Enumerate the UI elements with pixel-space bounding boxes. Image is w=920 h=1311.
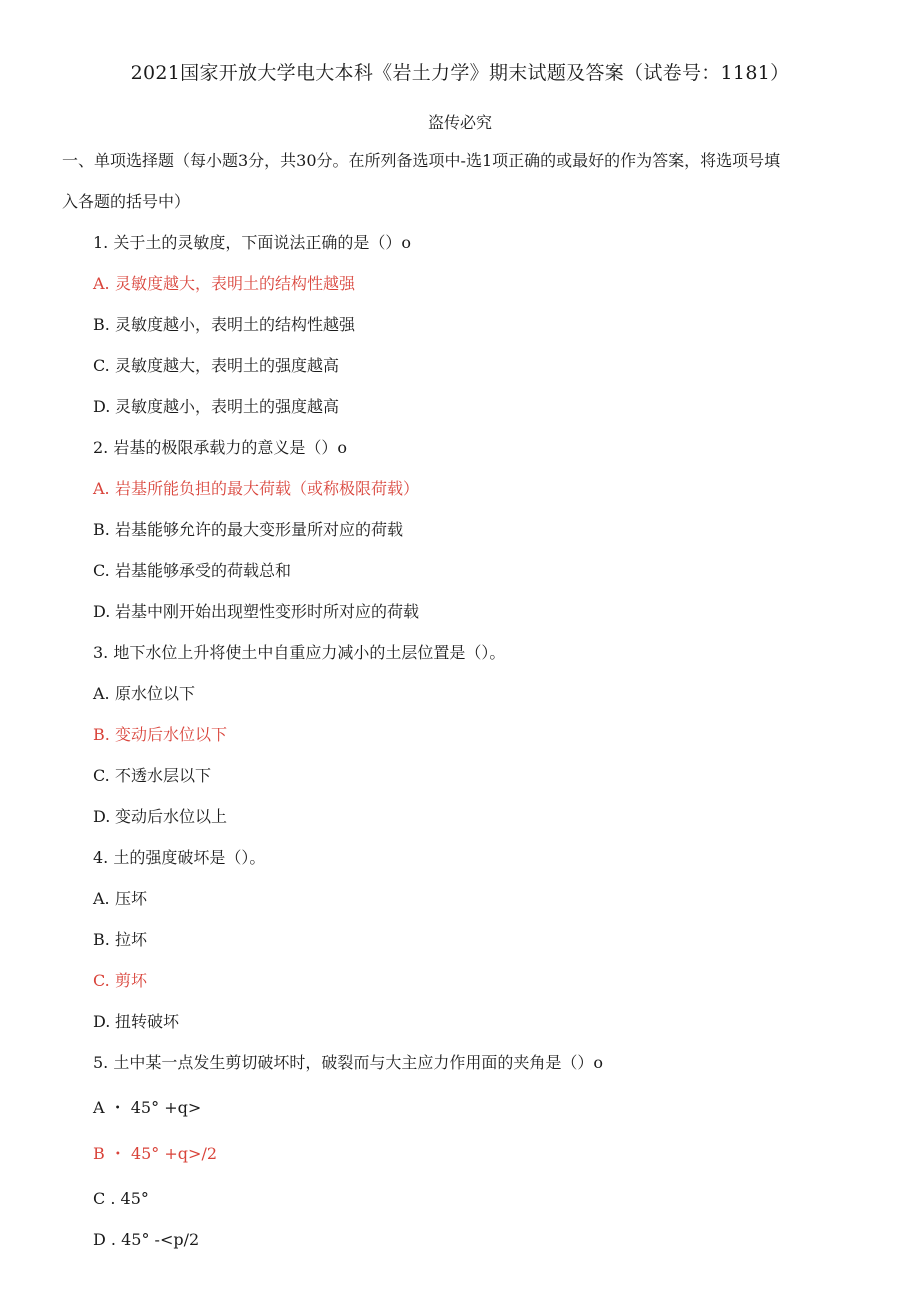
question-stem: 2. 岩基的极限承载力的意义是（）o [93, 438, 347, 457]
option-letter: D. [93, 397, 111, 416]
option-letter: C. [93, 971, 110, 990]
option-text: 岩基能够承受的荷载总和 [115, 561, 292, 580]
option-b [93, 520, 403, 540]
option-text: 不透水层以下 [115, 766, 212, 785]
document-subtitle: 盗传必究 [427, 113, 492, 132]
section-heading-line-2: 入各题的括号中） [62, 192, 191, 211]
option-letter: A. [93, 889, 110, 908]
option-text: 压坏 [115, 889, 148, 908]
option-letter: B. [93, 930, 110, 949]
option-letter: D. [93, 1012, 111, 1031]
option-text: . 45° [110, 1189, 149, 1208]
option-text: 岩基所能负担的最大荷载（或称极限荷载） [115, 479, 420, 498]
option-letter: B. [93, 725, 110, 744]
option-d [93, 1012, 179, 1032]
option-a [93, 684, 195, 704]
option-a [93, 1098, 201, 1118]
option-letter: D. [93, 807, 111, 826]
option-letter: A. [93, 479, 110, 498]
option-c [93, 561, 291, 581]
option-text: 岩基中刚开始出现塑性变形时所对应的荷载 [115, 602, 420, 621]
option-c [93, 356, 339, 376]
option-b [93, 1144, 217, 1164]
option-d [93, 602, 419, 622]
option-text: 灵敏度越大，表明土的强度越高 [115, 356, 340, 375]
option-text: 变动后水位以上 [115, 807, 228, 826]
option-d [93, 807, 227, 827]
option-letter: A. [93, 274, 110, 293]
question-stem: 4. 土的强度破坏是（）。 [93, 848, 266, 867]
option-text: 拉坏 [115, 930, 148, 949]
option-text: 灵敏度越小，表明土的强度越高 [115, 397, 340, 416]
option-a [93, 889, 147, 909]
option-letter: C. [93, 356, 110, 375]
option-letter: A. [93, 684, 110, 703]
option-a [93, 274, 355, 294]
document-title: 2021国家开放大学电大本科《岩土力学》期末试题及答案（试卷号：1181） [130, 62, 790, 84]
option-d [93, 397, 339, 417]
option-text: ・ 45° +q> [109, 1098, 202, 1117]
option-b [93, 315, 355, 335]
option-c [93, 1189, 149, 1209]
option-letter: B. [93, 315, 110, 334]
option-letter: C. [93, 766, 110, 785]
option-text: 原水位以下 [115, 684, 196, 703]
question-stem: 3. 地下水位上升将使土中自重应力减小的土层位置是（）。 [93, 643, 506, 662]
question-stem: 5. 土中某一点发生剪切破坏时，破裂而与大主应力作用面的夹角是（）o [93, 1053, 603, 1072]
option-c [93, 971, 147, 991]
option-a [93, 479, 419, 499]
option-text: 灵敏度越大，表明土的结构性越强 [115, 274, 356, 293]
option-letter: C [93, 1189, 106, 1208]
option-text: 扭转破坏 [115, 1012, 180, 1031]
option-letter: B. [93, 520, 110, 539]
option-text: 灵敏度越小，表明土的结构性越强 [115, 315, 356, 334]
option-letter: D. [93, 602, 111, 621]
option-text: 岩基能够允许的最大变形量所对应的荷载 [115, 520, 404, 539]
option-text: 剪坏 [115, 971, 148, 990]
option-text: 变动后水位以下 [115, 725, 228, 744]
option-letter: D [93, 1230, 106, 1249]
section-heading-line-1: 一、单项选择题（每小题3分，共30分。在所列备选项中-选1项正确的或最好的作为答案，将选项号填 [62, 151, 781, 170]
option-letter: A [93, 1098, 105, 1117]
option-text: . 45° -<p/2 [110, 1230, 200, 1249]
option-b [93, 725, 227, 745]
option-d [93, 1230, 199, 1250]
option-text: ・ 45° +q>/2 [109, 1144, 218, 1163]
option-c [93, 766, 211, 786]
option-letter: B [93, 1144, 105, 1163]
option-b [93, 930, 147, 950]
option-letter: C. [93, 561, 110, 580]
question-stem: 1. 关于土的灵敏度，下面说法正确的是（）o [93, 233, 411, 252]
